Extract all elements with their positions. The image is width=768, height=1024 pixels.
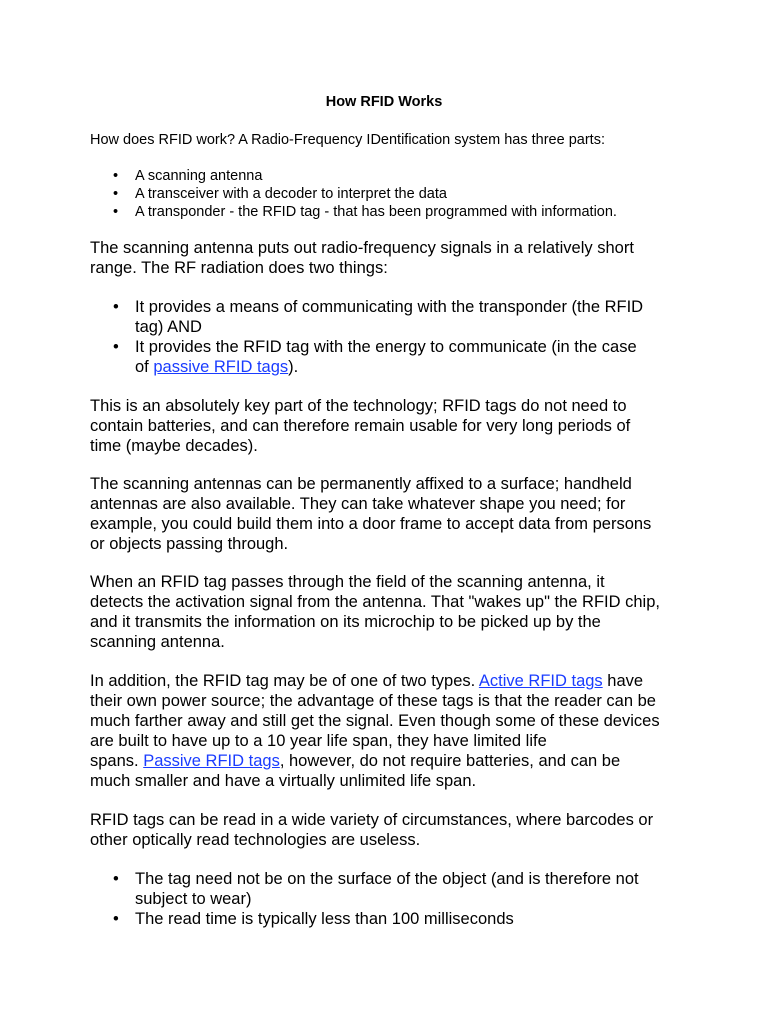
- text-line: scanning antenna.: [90, 633, 225, 651]
- list-item: • A transceiver with a decoder to interpret the data: [90, 185, 617, 203]
- text-line: example, you could build them into a door frame to accept data from persons: [90, 515, 652, 533]
- paragraph-read-circumstances: [90, 810, 690, 850]
- text-line: much smaller and have a virtually unlimited life span.: [90, 772, 477, 790]
- list-item: [90, 297, 690, 337]
- paragraph-antennas: [90, 474, 690, 554]
- text-line: [90, 671, 690, 691]
- text-line: [135, 357, 690, 377]
- text-line: are built to have up to a 10 year life span, they have limited life: [90, 732, 547, 750]
- text-line: much farther away and still get the signal. Even though some of these devices: [90, 712, 660, 730]
- list-item: • The read time is typically less than 100 milliseconds: [90, 909, 690, 929]
- text-line: subject to wear): [135, 890, 252, 908]
- rf-radiation-list: [90, 297, 690, 377]
- text-line: range. The RF radiation does two things:: [90, 259, 388, 277]
- list-item: • A transponder - the RFID tag - that has been programmed with information.: [90, 203, 617, 221]
- paragraph-scanning-antenna: [90, 238, 690, 278]
- text-span: , however, do not require batteries, and can be: [279, 752, 621, 770]
- text-line: This is an absolutely key part of the technology; RFID tags do not need to: [90, 397, 627, 415]
- text-line: other optically read technologies are useless.: [90, 831, 421, 849]
- text-span: ).: [288, 358, 299, 376]
- parts-list: [90, 167, 617, 221]
- page-title: How RFID Works: [325, 94, 443, 110]
- passive-rfid-tags-link[interactable]: passive RFID tags: [153, 358, 289, 376]
- text-span: In addition, the RFID tag may be of one of two types.: [90, 672, 479, 690]
- text-span: of: [135, 358, 154, 376]
- text-line: The scanning antennas can be permanently affixed to a surface; handheld: [90, 475, 632, 493]
- paragraph-tag-types: [90, 671, 690, 791]
- text-line: time (maybe decades).: [90, 437, 258, 455]
- list-item: • A scanning antenna: [90, 167, 617, 185]
- list-item: [90, 337, 690, 377]
- text-line: contain batteries, and can therefore remain usable for very long periods of: [90, 417, 631, 435]
- text-span: have: [602, 672, 644, 690]
- text-line: When an RFID tag passes through the field of the scanning antenna, it: [90, 573, 605, 591]
- list-item: [90, 869, 690, 909]
- text-span: spans.: [90, 752, 144, 770]
- text-line: antennas are also available. They can take whatever shape you need; for: [90, 495, 626, 513]
- paragraph-tag-passes: [90, 572, 690, 652]
- passive-rfid-tags-link[interactable]: Passive RFID tags: [143, 752, 280, 770]
- paragraph-key-part: [90, 396, 690, 456]
- advantages-list: [90, 869, 690, 929]
- active-rfid-tags-link[interactable]: Active RFID tags: [478, 672, 603, 690]
- text-line: and it transmits the information on its microchip to be picked up by the: [90, 613, 601, 631]
- text-line: RFID tags can be read in a wide variety of circumstances, where barcodes or: [90, 811, 654, 829]
- text-line: detects the activation signal from the antenna. That "wakes up" the RFID chip,: [90, 593, 660, 611]
- text-line: [90, 751, 690, 771]
- text-line: • The tag need not be on the surface of the object (and is therefore not: [135, 870, 639, 888]
- text-line: • It provides the RFID tag with the energy to communicate (in the case: [135, 338, 637, 356]
- text-line: The scanning antenna puts out radio-frequency signals in a relatively short: [90, 239, 634, 257]
- text-line: or objects passing through.: [90, 535, 289, 553]
- text-line: • It provides a means of communicating with the transponder (the RFID: [135, 298, 644, 316]
- text-line: their own power source; the advantage of these tags is that the reader can be: [90, 692, 656, 710]
- intro-paragraph: How does RFID work? A Radio-Frequency IDentification system has three parts:: [90, 132, 605, 148]
- text-line: tag) AND: [135, 318, 202, 336]
